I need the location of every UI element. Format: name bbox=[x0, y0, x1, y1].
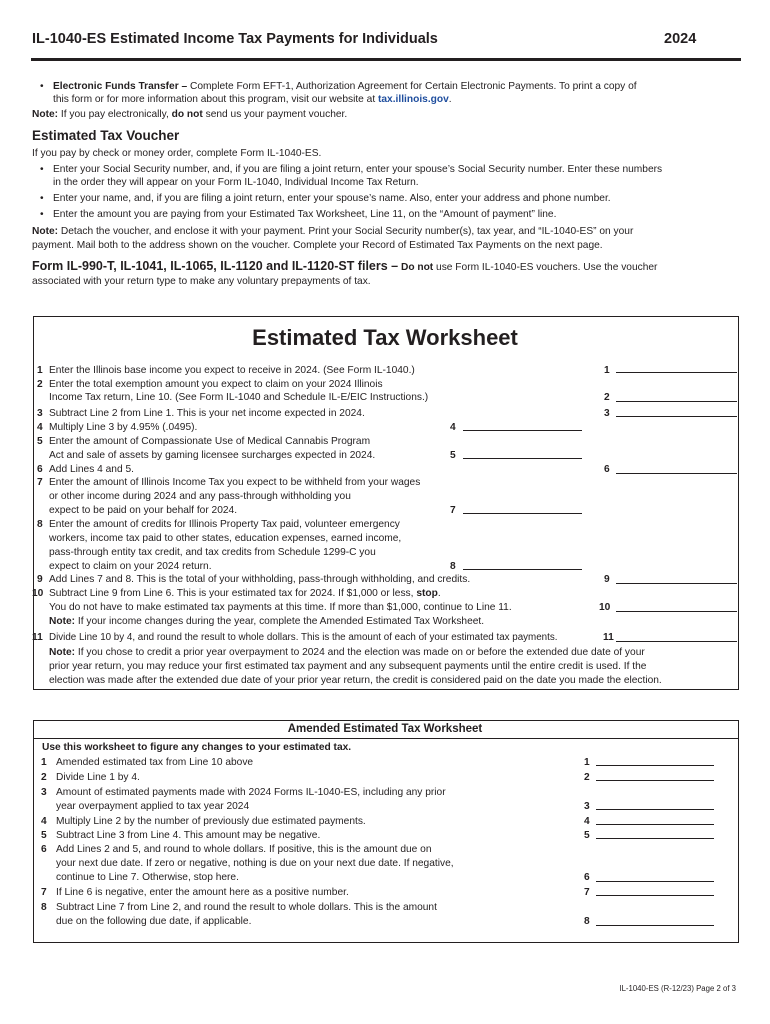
ws-line-5-text-b: Act and sale of assets by gaming licensee surcharges expected in 2024. bbox=[49, 450, 376, 461]
ws-line-9-number: 9 bbox=[37, 574, 43, 585]
amd-line-4-number: 4 bbox=[41, 816, 47, 827]
ws-line-3-number: 3 bbox=[37, 408, 43, 419]
voucher-bullet-2: Enter your name, and, if you are filing a joint return, enter your spouse’s name. Also, enter your address and phone number. bbox=[53, 193, 611, 204]
ws-line-5-field-number: 5 bbox=[450, 450, 456, 461]
ws-line-11-text: Divide Line 10 by 4, and round the result to whole dollars. This is the amount of each of your estimated tax payments. bbox=[49, 632, 558, 643]
voucher-intro: If you pay by check or money order, complete Form IL-1040-ES. bbox=[32, 148, 322, 159]
ws-line-8-text-c: pass-through entity tax credit, and tax credits from Schedule 1299-C you bbox=[49, 547, 376, 558]
ws-line-1-text: Enter the Illinois base income you expect to receive in 2024. (See Form IL-1040.) bbox=[49, 365, 415, 376]
ws-line-6-field-number: 6 bbox=[604, 464, 610, 475]
ws-line-8-text-d: expect to claim on your 2024 return. bbox=[49, 561, 212, 572]
amd-line-8-number: 8 bbox=[41, 902, 47, 913]
ws-line-5-number: 5 bbox=[37, 436, 43, 447]
ws-line-4-input[interactable] bbox=[463, 430, 582, 431]
amd-line-2-number: 2 bbox=[41, 772, 47, 783]
filers-heading: Form IL-990-T, IL-1041, IL-1065, IL-1120 and IL-1120-ST filers – bbox=[32, 259, 399, 273]
ws-line-3-field-number: 3 bbox=[604, 408, 610, 419]
amd-line-4-text: Multiply Line 2 by the number of previously due estimated payments. bbox=[56, 816, 366, 827]
amd-line-8-input[interactable] bbox=[596, 925, 714, 926]
amd-line-8-field-number: 8 bbox=[584, 916, 590, 927]
eft-paragraph-line-1 bbox=[53, 80, 637, 94]
amd-line-1-field-number: 1 bbox=[584, 757, 590, 768]
amd-line-2-input[interactable] bbox=[596, 780, 714, 781]
amd-line-7-text: If Line 6 is negative, enter the amount here as a positive number. bbox=[56, 887, 349, 898]
ws-line-11-note-line-3: election was made after the extended due date of your prior year return, the credit is considered paid on the date you made the election. bbox=[49, 675, 662, 686]
ws-line-7-field-number: 7 bbox=[450, 505, 456, 516]
ws-line-2-field-number: 2 bbox=[604, 392, 610, 403]
bullet: • bbox=[40, 209, 44, 220]
amd-line-3-text-b: year overpayment applied to tax year 2024 bbox=[56, 801, 250, 812]
ws-line-4-number: 4 bbox=[37, 422, 43, 433]
eft-text-1: Complete Form EFT-1, Authorization Agreement for Certain Electronic Payments. To print a copy of bbox=[187, 81, 637, 92]
page-footer: IL-1040-ES (R-12/23) Page 2 of 3 bbox=[619, 984, 736, 993]
eft-end: . bbox=[448, 94, 452, 105]
ws-line-11-input[interactable] bbox=[616, 641, 737, 642]
ws-line-5-input[interactable] bbox=[463, 458, 582, 459]
amended-intro: Use this worksheet to figure any changes to your estimated tax. bbox=[42, 742, 352, 753]
amd-line-7-field-number: 7 bbox=[584, 887, 590, 898]
amd-line-6-input[interactable] bbox=[596, 881, 714, 882]
ws-line-7-text-c: expect to be paid on your behalf for 2024. bbox=[49, 505, 238, 516]
amd-line-8-text-b: due on the following due date, if applicable. bbox=[56, 916, 252, 927]
ws-line-11-note-line-1: Note: If you chose to credit a prior year overpayment to 2024 and the election was made on or before the extended due date of your bbox=[49, 647, 645, 658]
ws-line-4-text: Multiply Line 3 by 4.95% (.0495). bbox=[49, 422, 198, 433]
ws-line-3-text: Subtract Line 2 from Line 1. This is your net income expected in 2024. bbox=[49, 408, 365, 419]
amd-line-1-text: Amended estimated tax from Line 10 above bbox=[56, 757, 254, 768]
amd-line-2-text: Divide Line 1 by 4. bbox=[56, 772, 140, 783]
amd-line-3-number: 3 bbox=[41, 787, 47, 798]
amd-line-3-field-number: 3 bbox=[584, 801, 590, 812]
ws-line-10-field-number: 10 bbox=[599, 602, 611, 613]
ws-line-2-text-a: Enter the total exemption amount you expect to claim on your 2024 Illinois bbox=[49, 379, 383, 390]
website-link[interactable]: tax.illinois.gov bbox=[378, 94, 449, 105]
ws-line-11-number: 11 bbox=[32, 632, 43, 643]
ws-line-8-text-a: Enter the amount of credits for Illinois Property Tax paid, volunteer emergency bbox=[49, 519, 400, 530]
eft-paragraph-line-2 bbox=[53, 93, 452, 107]
amd-line-6-text-c: continue to Line 7. Otherwise, stop here. bbox=[56, 872, 239, 883]
amd-line-1-input[interactable] bbox=[596, 765, 714, 766]
ws-line-7-text-b: or other income during 2024 and any pass-through withholding you bbox=[49, 491, 351, 502]
bullet: • bbox=[40, 193, 44, 204]
eft-text-2: this form or for more information about this program, visit our website at bbox=[53, 94, 378, 105]
ws-line-10-number: 10 bbox=[32, 588, 44, 599]
ws-line-1-input[interactable] bbox=[616, 372, 737, 373]
ws-line-2-input[interactable] bbox=[616, 401, 737, 402]
bullet: • bbox=[40, 164, 44, 175]
ws-line-1-number: 1 bbox=[37, 365, 43, 376]
amd-line-1-number: 1 bbox=[41, 757, 47, 768]
amd-line-3-input[interactable] bbox=[596, 809, 714, 810]
amd-line-6-text-b: your next due date. If zero or negative, nothing is due on your next due date. If negative, bbox=[56, 858, 454, 869]
amd-line-5-input[interactable] bbox=[596, 838, 714, 839]
ws-line-10-text-b: You do not have to make estimated tax payments at this time. If more than $1,000, continue to Line 11. bbox=[49, 602, 512, 613]
amended-title-rule bbox=[33, 738, 739, 739]
amd-line-4-field-number: 4 bbox=[584, 816, 590, 827]
ws-line-10-note: Note: If your income changes during the year, complete the Amended Estimated Tax Worksheet. bbox=[49, 616, 485, 627]
voucher-bullet-1-line-1: Enter your Social Security number, and, if you are filing a joint return, enter your spouse’s Social Security number. Enter these numbers bbox=[53, 164, 663, 175]
amd-line-6-field-number: 6 bbox=[584, 872, 590, 883]
amd-line-7-input[interactable] bbox=[596, 895, 714, 896]
voucher-note-line-1: Note: Detach the voucher, and enclose it with your payment. Print your Social Security number(s), tax year, and “IL-1040-ES” on your bbox=[32, 226, 634, 237]
ws-line-7-input[interactable] bbox=[463, 513, 582, 514]
amd-line-6-number: 6 bbox=[41, 844, 47, 855]
amended-worksheet-title: Amended Estimated Tax Worksheet bbox=[287, 723, 483, 735]
amd-line-2-field-number: 2 bbox=[584, 772, 590, 783]
amd-line-5-text: Subtract Line 3 from Line 4. This amount may be negative. bbox=[56, 830, 321, 841]
ws-line-7-text-a: Enter the amount of Illinois Income Tax you expect to be withheld from your wages bbox=[49, 477, 421, 488]
tax-year: 2024 bbox=[664, 31, 697, 47]
ws-line-10-input[interactable] bbox=[616, 611, 737, 612]
voucher-heading: Estimated Tax Voucher bbox=[32, 128, 180, 143]
amd-line-5-field-number: 5 bbox=[584, 830, 590, 841]
header-rule bbox=[31, 58, 741, 61]
filers-paragraph-line-1: Form IL-990-T, IL-1041, IL-1065, IL-1120 and IL-1120-ST filers – Do not use Form IL-1040-ES vouchers. Use the voucher bbox=[32, 259, 658, 273]
note-label: Note: bbox=[32, 109, 59, 120]
eft-bullet: • bbox=[40, 81, 44, 92]
ws-line-4-field-number: 4 bbox=[450, 422, 456, 433]
voucher-bullet-3: Enter the amount you are paying from your Estimated Tax Worksheet, Line 11, on the “Amount of payment” line. bbox=[53, 209, 557, 220]
ws-line-7-number: 7 bbox=[37, 477, 43, 488]
ws-line-9-text: Add Lines 7 and 8. This is the total of your withholding, pass-through withholding, and credits. bbox=[49, 574, 471, 585]
ws-line-8-field-number: 8 bbox=[450, 561, 456, 572]
ws-line-2-number: 2 bbox=[37, 379, 43, 390]
ws-line-8-number: 8 bbox=[37, 519, 43, 530]
ws-line-11-field-number: 11 bbox=[603, 632, 614, 643]
amd-line-8-text-a: Subtract Line 7 from Line 2, and round the result to whole dollars. This is the amount bbox=[56, 902, 437, 913]
ws-line-3-input[interactable] bbox=[616, 416, 737, 417]
ws-line-9-field-number: 9 bbox=[604, 574, 610, 585]
amd-line-4-input[interactable] bbox=[596, 824, 714, 825]
amd-line-6-text-a: Add Lines 2 and 5, and round to whole dollars. If positive, this is the amount due on bbox=[56, 844, 432, 855]
ws-line-6-input[interactable] bbox=[616, 473, 737, 474]
voucher-note-line-2: payment. Mail both to the address shown on the voucher. Complete your Record of Estimated Tax Payments on the next page. bbox=[32, 240, 603, 251]
amd-line-5-number: 5 bbox=[41, 830, 47, 841]
electronic-note: Note: If you pay electronically, do not send us your payment voucher. bbox=[32, 109, 348, 120]
ws-line-5-text-a: Enter the amount of Compassionate Use of Medical Cannabis Program bbox=[49, 436, 371, 447]
ws-line-9-input[interactable] bbox=[616, 583, 737, 584]
amd-line-3-text-a: Amount of estimated payments made with 2024 Forms IL-1040-ES, including any prior bbox=[56, 787, 446, 798]
ws-line-10-text-a: Subtract Line 9 from Line 6. This is your estimated tax for 2024. If $1,000 or less, stop. bbox=[49, 588, 441, 599]
ws-line-11-note-line-2: prior year return, you may reduce your first estimated tax payment and any subsequent payments until the entire credit is used. If the bbox=[49, 661, 647, 672]
filers-paragraph-line-2: associated with your return type to make any voluntary prepayments of tax. bbox=[32, 276, 371, 287]
ws-line-8-input[interactable] bbox=[463, 569, 582, 570]
voucher-bullet-1-line-2: in the order they will appear on your Form IL-1040, Individual Income Tax Return. bbox=[53, 177, 419, 188]
worksheet-title: Estimated Tax Worksheet bbox=[252, 325, 518, 350]
amd-line-7-number: 7 bbox=[41, 887, 47, 898]
ws-line-6-text: Add Lines 4 and 5. bbox=[49, 464, 134, 475]
page-title: IL-1040-ES Estimated Income Tax Payments for Individuals bbox=[32, 31, 438, 47]
ws-line-6-number: 6 bbox=[37, 464, 43, 475]
ws-line-1-field-number: 1 bbox=[604, 365, 610, 376]
ws-line-8-text-b: workers, income tax paid to other states, education expenses, earned income, bbox=[49, 533, 402, 544]
eft-label: Electronic Funds Transfer – bbox=[53, 81, 188, 92]
ws-line-2-text-b: Income Tax return, Line 10. (See Form IL-1040 and Schedule IL-E/EIC Instructions.) bbox=[49, 392, 429, 403]
